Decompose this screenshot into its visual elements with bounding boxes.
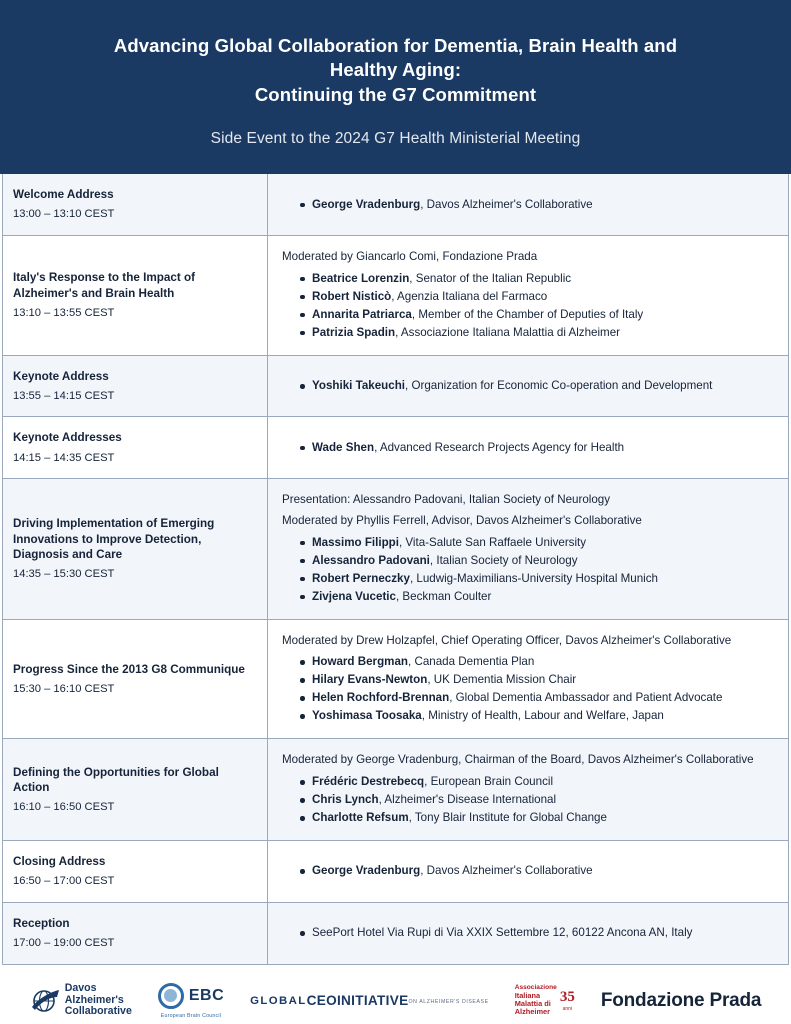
- speaker-affiliation: , Senator of the Italian Republic: [409, 271, 572, 285]
- logo-global-ceo-initiative: [250, 994, 489, 1008]
- agenda-row: [3, 174, 788, 235]
- speaker-affiliation: , Beckman Coulter: [395, 589, 492, 603]
- speaker-item: [300, 588, 776, 606]
- session-title: Progress Since the 2013 G8 Communique: [13, 662, 245, 676]
- speaker-list: [282, 377, 776, 395]
- agenda-speakers-cell: [268, 903, 788, 964]
- speaker-item: [300, 707, 776, 725]
- speaker-name: Zivjena Vucetic: [312, 589, 396, 603]
- speaker-item: [300, 924, 776, 942]
- logo-ebc-name: EBC: [188, 986, 225, 1004]
- speaker-list: [282, 534, 776, 606]
- agenda-speakers-cell: [268, 174, 788, 235]
- logo-aima-anniversary-sub: anni: [562, 1006, 573, 1013]
- speaker-name: Patrizia Spadin: [312, 325, 396, 339]
- speaker-affiliation: , European Brain Council: [424, 775, 554, 789]
- session-title: Defining the Opportunities for Global Action: [13, 765, 219, 794]
- presentation-note: Moderated by Giancarlo Comi, Fondazione Prada: [282, 249, 538, 263]
- speaker-item: [300, 306, 776, 324]
- session-time: 13:00 – 13:10 CEST: [13, 208, 115, 221]
- agenda-row: [3, 840, 788, 902]
- speaker-item: [300, 439, 776, 457]
- speaker-name: Yoshimasa Toosaka: [312, 709, 422, 723]
- page-title-line-2: Healthy Aging:: [329, 59, 462, 81]
- speaker-item: [300, 862, 776, 880]
- speaker-item: [300, 653, 776, 671]
- speaker-name: Massimo Filippi: [312, 535, 399, 549]
- speaker-item: [300, 809, 776, 827]
- agenda-row: [3, 619, 788, 739]
- speaker-affiliation: , Advanced Research Projects Agency for Health: [374, 440, 625, 454]
- logo-aima-anniversary: 35: [559, 989, 575, 1006]
- footer-logos: [0, 965, 791, 1024]
- agenda-speakers-cell: [268, 841, 788, 902]
- moderator-note: Moderated by Phyllis Ferrell, Advisor, Davos Alzheimer's Collaborative: [282, 513, 642, 527]
- agenda-session-cell: [3, 620, 268, 739]
- logo-davos-alzheimers-collaborative: [30, 983, 132, 1019]
- logo-davos-line-3: Collaborative: [64, 1005, 132, 1018]
- speaker-list: [282, 270, 776, 342]
- session-title: Closing Address: [13, 855, 106, 869]
- page-title: [48, 34, 743, 107]
- speaker-affiliation: , UK Dementia Mission Chair: [427, 673, 577, 687]
- logo-ebc-subtitle: European Brain Council: [160, 1012, 222, 1019]
- agenda-table: [2, 174, 789, 964]
- speaker-name: Annarita Patriarca: [312, 307, 412, 321]
- agenda-session-cell: [3, 356, 268, 417]
- speaker-item: [300, 773, 776, 791]
- session-title: Driving Implementation of Emerging Innovations to Improve Detection, Diagnosis and Care: [13, 517, 215, 561]
- agenda-row: [3, 355, 788, 417]
- speaker-name: Robert Perneczky: [312, 571, 410, 585]
- speaker-name: Alessandro Padovani: [312, 553, 430, 567]
- logo-aima: [515, 985, 575, 1015]
- session-time: 14:15 – 14:35 CEST: [13, 451, 115, 464]
- speaker-affiliation: , Tony Blair Institute for Global Change: [408, 811, 607, 825]
- speaker-list: [282, 924, 776, 942]
- speaker-item: [300, 552, 776, 570]
- session-time: 14:35 – 15:30 CEST: [13, 567, 115, 580]
- speaker-item: [300, 377, 776, 395]
- agenda-speakers-cell: [268, 479, 788, 618]
- speaker-affiliation: , Davos Alzheimer's Collaborative: [420, 197, 593, 211]
- session-time: 16:50 – 17:00 CEST: [13, 875, 115, 888]
- agenda-row: [3, 738, 788, 840]
- page-subtitle: Side Event to the 2024 G7 Health Ministerial Meeting: [210, 130, 581, 148]
- speaker-item: [300, 671, 776, 689]
- agenda-session-cell: [3, 479, 268, 618]
- logo-aima-line-1: Associazione: [514, 984, 557, 992]
- session-title: Welcome Address: [13, 188, 114, 202]
- speaker-item: [300, 270, 776, 288]
- logo-gci-line-2: CEOINITIATIVE: [306, 992, 409, 1008]
- speaker-affiliation: , Global Dementia Ambassador and Patient Advocate: [449, 691, 723, 705]
- speaker-item: [300, 288, 776, 306]
- speaker-item: [300, 689, 776, 707]
- speaker-item: [300, 324, 776, 342]
- session-title: Italy's Response to the Impact of Alzheimer's and Brain Health: [13, 271, 196, 300]
- logo-davos-line-2: Alzheimer's: [64, 993, 124, 1006]
- speaker-list: [282, 439, 776, 457]
- agenda-speakers-cell: [268, 620, 788, 739]
- agenda-row: [3, 478, 788, 618]
- speaker-name: Wade Shen: [312, 440, 375, 454]
- globe-icon: [30, 988, 60, 1014]
- agenda-row: [3, 235, 788, 355]
- speaker-affiliation: , Ludwig-Maximilians-University Hospital Munich: [409, 571, 659, 585]
- logo-aima-line-2: Italiana: [514, 991, 541, 1001]
- logo-gci-line-1: GLOBAL: [250, 994, 307, 1007]
- speaker-affiliation: , Organization for Economic Co-operation and Development: [405, 379, 713, 393]
- agenda-speakers-cell: [268, 236, 788, 355]
- speaker-name: Hilary Evans-Newton: [312, 673, 428, 687]
- speaker-name: George Vradenburg: [312, 864, 421, 878]
- speaker-affiliation: , Ministry of Health, Labour and Welfare, Japan: [421, 709, 664, 723]
- agenda-session-cell: [3, 417, 268, 478]
- agenda-session-cell: [3, 236, 268, 355]
- speaker-name: Helen Rochford-Brennan: [312, 691, 450, 705]
- session-time: 17:00 – 19:00 CEST: [13, 937, 115, 949]
- agenda-row: [3, 902, 788, 964]
- speaker-affiliation: , Italian Society of Neurology: [429, 553, 578, 567]
- page-title-line-1: Advancing Global Collaboration for Dementia, Brain Health and: [113, 35, 678, 56]
- session-time: 16:10 – 16:50 CEST: [13, 801, 115, 814]
- circle-icon: [158, 983, 184, 1009]
- speaker-list: [282, 653, 776, 725]
- speaker-affiliation: SeePort Hotel Via Rupi di Via XXIX Settembre 12, 60122 Ancona AN, Italy: [312, 926, 693, 940]
- logo-aima-line-3: Malattia di: [514, 999, 551, 1009]
- session-title: Reception: [13, 916, 70, 930]
- agenda-speakers-cell: [268, 417, 788, 478]
- speaker-affiliation: , Alzheimer's Disease International: [378, 793, 557, 807]
- speaker-name: Frédéric Destrebecq: [312, 775, 425, 789]
- speaker-affiliation: , Associazione Italiana Malattia di Alzheimer: [395, 325, 621, 339]
- agenda-session-cell: [3, 903, 268, 964]
- speaker-item: [300, 570, 776, 588]
- agenda-session-cell: [3, 739, 268, 840]
- speaker-name: Chris Lynch: [312, 793, 379, 807]
- logo-davos-text: [65, 983, 132, 1019]
- speaker-name: Yoshiki Takeuchi: [312, 379, 405, 393]
- session-title: Keynote Address: [13, 369, 109, 383]
- agenda-speakers-cell: [268, 739, 788, 840]
- speaker-affiliation: , Member of the Chamber of Deputies of Italy: [411, 307, 644, 321]
- speaker-list: [282, 773, 776, 827]
- moderator-note: Moderated by George Vradenburg, Chairman of the Board, Davos Alzheimer's Collaborative: [282, 753, 754, 767]
- logo-aima-line-4: Alzheimer: [514, 1006, 551, 1016]
- logo-gci-line-3: ON ALZHEIMER'S DISEASE: [408, 998, 489, 1005]
- speaker-name: Beatrice Lorenzin: [312, 271, 410, 285]
- agenda-row: [3, 416, 788, 478]
- session-time: 15:30 – 16:10 CEST: [13, 682, 115, 695]
- speaker-item: [300, 791, 776, 809]
- logo-fondazione-prada: Fondazione Prada: [600, 989, 762, 1011]
- session-time: 13:55 – 14:15 CEST: [13, 389, 115, 402]
- agenda-session-cell: [3, 841, 268, 902]
- speaker-item: [300, 196, 776, 214]
- speaker-item: [300, 534, 776, 552]
- moderator-note: Moderated by Drew Holzapfel, Chief Operating Officer, Davos Alzheimer's Collaborative: [282, 633, 732, 647]
- speaker-list: [282, 862, 776, 880]
- page-title-line-3: Continuing the G7 Commitment: [254, 83, 537, 105]
- speaker-name: Howard Bergman: [312, 655, 408, 669]
- agenda-session-cell: [3, 174, 268, 235]
- speaker-list: [282, 196, 776, 214]
- logo-davos-line-1: Davos: [64, 981, 97, 994]
- page-header: [0, 0, 791, 174]
- speaker-name: George Vradenburg: [312, 197, 421, 211]
- speaker-affiliation: , Davos Alzheimer's Collaborative: [420, 864, 593, 878]
- speaker-affiliation: , Agenzia Italiana del Farmaco: [391, 289, 548, 303]
- session-time: 13:10 – 13:55 CEST: [13, 306, 115, 319]
- speaker-name: Charlotte Refsum: [312, 811, 409, 825]
- presentation-note: Presentation: Alessandro Padovani, Italian Society of Neurology: [282, 493, 611, 507]
- agenda-speakers-cell: [268, 356, 788, 417]
- session-title: Keynote Addresses: [13, 431, 122, 445]
- speaker-affiliation: , Vita-Salute San Raffaele University: [398, 535, 587, 549]
- logo-european-brain-council: [158, 983, 224, 1019]
- speaker-affiliation: , Canada Dementia Plan: [408, 655, 535, 669]
- speaker-name: Robert Nisticò: [312, 289, 392, 303]
